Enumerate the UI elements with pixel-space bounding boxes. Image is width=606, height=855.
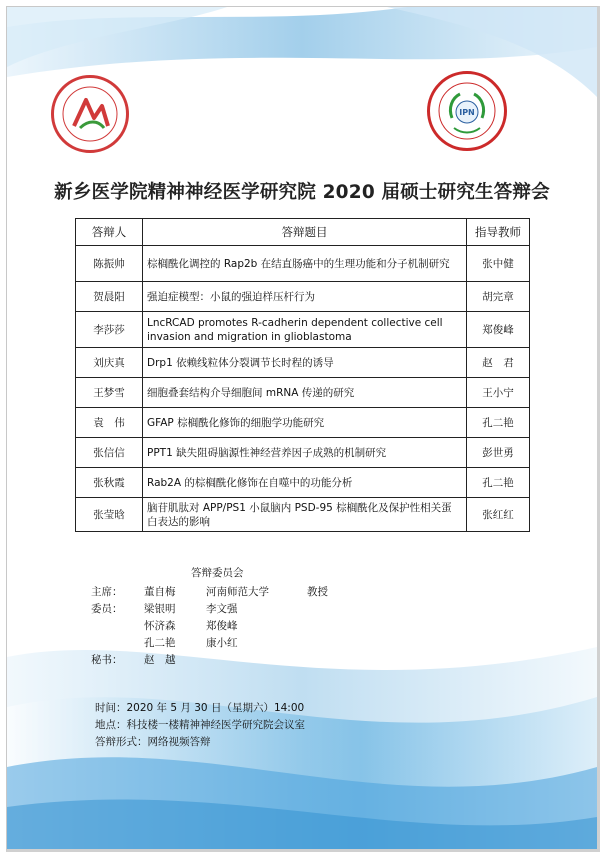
candidate-name: 张莹晗	[76, 498, 143, 532]
advisor-name: 孔二艳	[467, 408, 530, 438]
advisor-name: 郑俊峰	[467, 312, 530, 348]
defense-topic: 棕榈酰化调控的 Rap2b 在结直肠癌中的生理功能和分子机制研究	[143, 246, 467, 282]
candidate-name: 王梦雪	[76, 378, 143, 408]
defense-topic: 细胞叠套结构介导细胞间 mRNA 传递的研究	[143, 378, 467, 408]
candidate-name: 贺晨阳	[76, 282, 143, 312]
table-row	[76, 348, 530, 378]
table-row	[76, 312, 530, 348]
candidate-name: 张信信	[76, 438, 143, 468]
candidate-name: 袁 伟	[76, 408, 143, 438]
event-time: 时间：2020 年 5 月 30 日（星期六）14:00	[95, 702, 305, 714]
defense-topic: Drp1 依赖线粒体分裂调节长时程的诱导	[143, 348, 467, 378]
event-location: 地点：科技楼一楼精神神经医学研究院会议室	[95, 719, 305, 731]
secretary-label: 秘书：	[91, 654, 123, 666]
xinxiang-medical-university-logo	[51, 75, 129, 153]
defense-topic: Rab2A 的棕榈酰化修饰在自噬中的功能分析	[143, 468, 467, 498]
chair-affiliation: 河南师范大学	[206, 586, 269, 598]
table-row	[76, 246, 530, 282]
candidate-name: 李莎莎	[76, 312, 143, 348]
advisor-name: 彭世勇	[467, 438, 530, 468]
poster-page	[6, 6, 600, 852]
page-title: 新乡医学院精神神经医学研究院 2020 届硕士研究生答辩会	[54, 182, 550, 203]
committee-member: 孔二艳	[144, 637, 176, 649]
committee-member: 郑俊峰	[206, 620, 238, 632]
committee-member: 李文强	[206, 603, 238, 615]
defense-schedule-table	[75, 218, 530, 532]
committee-member: 怀济森	[144, 620, 176, 632]
advisor-name: 王小宁	[467, 378, 530, 408]
table-row	[76, 282, 530, 312]
ipn-logo	[427, 71, 507, 151]
table-row	[76, 408, 530, 438]
table-row	[76, 378, 530, 408]
header-candidate: 答辩人	[76, 219, 143, 246]
advisor-name: 赵 君	[467, 348, 530, 378]
members-label: 委员：	[91, 603, 123, 615]
advisor-name: 孔二艳	[467, 468, 530, 498]
candidate-name: 张秋霞	[76, 468, 143, 498]
table-row	[76, 438, 530, 468]
event-format: 答辩形式：网络视频答辩	[95, 736, 211, 748]
committee-member: 梁银明	[144, 603, 176, 615]
defense-topic: LncRCAD promotes R-cadherin dependent collective cell invasion and migration in glioblastoma	[143, 312, 467, 348]
defense-topic: PPT1 缺失阻碍脑源性神经营养因子成熟的机制研究	[143, 438, 467, 468]
table-row	[76, 468, 530, 498]
committee-heading: 答辩委员会	[191, 567, 244, 579]
svg-text:IPN: IPN	[459, 108, 475, 117]
defense-topic: 强迫症模型：小鼠的强迫样压杆行为	[143, 282, 467, 312]
candidate-name: 刘庆真	[76, 348, 143, 378]
defense-topic: 脑苷肌肽对 APP/PS1 小鼠脑内 PSD-95 棕榈酰化及保护性相关蛋白表达的影响	[143, 498, 467, 532]
advisor-name: 张红红	[467, 498, 530, 532]
chair-name: 董自梅	[144, 586, 176, 598]
committee-member: 康小红	[206, 637, 238, 649]
secretary-name: 赵 越	[144, 654, 176, 666]
header-topic: 答辩题目	[143, 219, 467, 246]
table-header-row	[76, 219, 530, 246]
defense-topic: GFAP 棕榈酰化修饰的细胞学功能研究	[143, 408, 467, 438]
advisor-name: 胡完章	[467, 282, 530, 312]
chair-label: 主席：	[91, 586, 123, 598]
chair-title: 教授	[307, 586, 328, 598]
header-advisor: 指导教师	[467, 219, 530, 246]
candidate-name: 陈振帅	[76, 246, 143, 282]
advisor-name: 张中健	[467, 246, 530, 282]
table-row	[76, 498, 530, 532]
